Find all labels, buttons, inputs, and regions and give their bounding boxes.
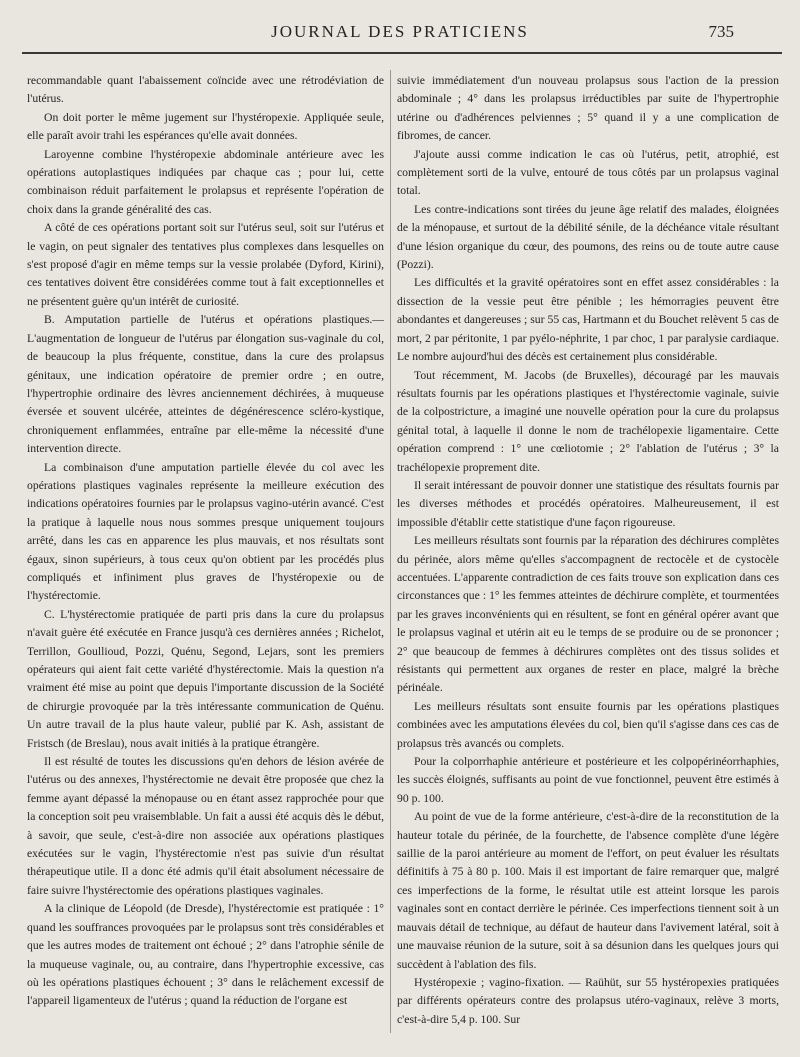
journal-title: JOURNAL DES PRATICIENS [271,22,529,41]
paragraph: Les contre-indications sont tirées du jeune âge relatif des malades, éloignées de la ménopause, et surtout de la débilité sénile, de la déchéance vitale résultant d'une lésion organique du cœur, des poumons, des reins ou de toute autre cause (Pozzi). [397,202,779,272]
paragraph: A côté de ces opérations portant soit sur l'utérus seul, soit sur l'utérus et le vagin, on peut signaler des tentatives plus complexes dans lesquelles on s'est proposé d'agir en même temps sur la vessie prolabée (Dyford, Kirini), ces tentatives doivent être considérées comme tout à fait exceptionnelles et ne présentent guère qu'un intérêt de curiosité. [27,221,384,308]
column-divider [390,70,391,1033]
paragraph: suivie immédiatement d'un nouveau prolapsus sous l'action de la pression abdominale ; 4° dans les prolapsus irréductibles par suite de l'hypertrophie utérine ou d'adhérences pelviennes ; 5° quand il y a une complication de fibromes, de cancer. [397,74,779,143]
paragraph: Il serait intéressant de pouvoir donner une statistique des résultats fournis par les diverses méthodes et procédés opératoires. Malheureusement, il est impossible d'établir cette statistique d'une façon rigoureuse. [397,478,779,529]
page-number: 735 [708,22,734,41]
paragraph: B. Amputation partielle de l'utérus et opérations plastiques.— L'augmentation de longueur de l'utérus par élongation sus-vaginale du col, de beaucoup la plus fréquente, constitue, dans la cure des prolapsus génitaux, une indication opératoire de premier ordre ; en outre, l'hypertrophie ordinaire des lèvres anciennement déchirées, à muqueuse éversée et souvent ulcérée, atteintes de dégénérescence scléro-kystique, chroniquement enflammées, entraîne par elle-même la nécessité d'une intervention directe. [27,313,384,456]
paragraph: On doit porter le même jugement sur l'hystéropexie. Appliquée seule, elle paraît avoir trahi les espérances qu'elle avait données. [27,110,384,143]
paragraph: recommandable quant l'abaissement coïncide avec une rétrodéviation de l'utérus. [27,74,384,106]
paragraph: Au point de vue de la forme antérieure, c'est-à-dire de la reconstitution de la hauteur totale du périnée, de la fourchette, de l'absence complète d'une légère saillie de la paroi antérieure au moment de l'effort, on peut évaluer les résultats définitifs à 75 à 80 p. 100. Mais il est important de faire remarquer que, malgré ces imperfections de la forme, le résultat utile est atteint lorsque les parois vaginales sont en contact derrière le périnée. Ces imperfections tiennent soit à un mauvais détail de technique, au défaut de hauteur dans l'avivement latéral, soit à une mauvaise réunion de la suture, soit à sa désunion dans les quelques jours qui succèdent à l'ablation des fils. [397,810,779,971]
paragraph: Il est résulté de toutes les discussions qu'en dehors de lésion avérée de l'utérus ou des annexes, l'hystérectomie ne devait être proposée que chez la femme ayant dépassé la ménopause ou en étant assez rapprochée pour que la conception soit peu vraisemblable. Un fait a aussi été acquis dès le début, à savoir, que seule, c'est-à-dire non associée aux opérations plastiques exécutées sur le vagin, l'hystérectomie n'est pas suivie d'un résultat thérapeutique utile. Il a donc été admis qu'il était absolument nécessaire de faire suivre l'hystérectomie des opérations plastiques vaginales. [27,755,384,897]
paragraph: A la clinique de Léopold (de Dresde), l'hystérectomie est pratiquée : 1° quand les souffrances provoquées par le prolapsus sont très considérables et que les autres modes de traitement ont échoué ; 2° dans l'atrophie sénile de la muqueuse vaginale, ou, au contraire, dans l'hypertrophie excessive, cas où les opérations plastiques échouent ; 3° dans le relâchement excessif de l'appareil ligamenteux de l'utérus ; quand la réduction de l'organe est [27,902,384,1008]
paragraph: Tout récemment, M. Jacobs (de Bruxelles), découragé par les mauvais résultats fournis par les opérations plastiques et l'hystérectomie vaginale, suivie de la colpostricture, a imaginé une nouvelle opération pour la cure du prolapsus génital total, à laquelle il donne le nom de trachélopexie ligamentaire. Cette opération comprend : 1° une cœliotomie ; 2° l'ablation de l'utérus ; 3° la trachélopexie proprement dite. [397,368,779,474]
paragraph: Laroyenne combine l'hystéropexie abdominale antérieure avec les opérations autoplastiques indiquées par chaque cas ; pour lui, cette combinaison réduit parfaitement le prolapsus et représente l'opération de choix dans la grande généralité des cas. [27,147,384,216]
paragraph: Pour la colporrhaphie antérieure et postérieure et les colpopérinéorrhaphies, les succès éloignés, suffisants au point de vue fonctionnel, peuvent être estimés à 90 p. 100. [397,755,779,805]
header-rule [22,52,782,54]
paragraph: Hystéropexie ; vagino-fixation. — Raühüt, sur 55 hystéropexies pratiquées par différents opérateurs contre des prolapsus utéro-vaginaux, relève 3 morts, c'est-à-dire 5,4 p. 100. Sur [397,975,779,1026]
paragraph: Les meilleurs résultats sont ensuite fournis par les opérations plastiques combinées avec les amputations élevées du col, bien qu'il s'agisse dans ces cas de prolapsus très avancés ou complets. [397,699,779,750]
paragraph: C. L'hystérectomie pratiquée de parti pris dans la cure du prolapsus n'avait guère été exécutée en France jusqu'à ces dernières années ; Richelot, Terrillon, Goullioud, Pozzi, Quénu, Segond, Lejars, sont les premiers opérateurs qui aient fait cette variété d'hystérectomie. Mais la question n'a vraiment été mise au point que depuis l'importante discussion de la Société de chirurgie provoquée par la très intéressante communication de Quénu. Un autre travail de la plus haute valeur, publié par K. Ash, assistant de Fristsch (de Breslau), nous avait initiés à la pratique étrangère. [27,607,384,750]
left-column [27,72,384,1035]
paragraph: Les difficultés et la gravité opératoires sont en effet assez considérables : la dissection de la vessie peut être pénible ; les hémorragies peuvent être abondantes et dangereuses ; sur 55 cas, Hartmann et du Bouchet relèvent 5 cas de mort, 2 par péritonite, 1 par pyélo-néphrite, 1 par choc, 1 par paralysie cardiaque. Le nombre aujourd'hui des décès est certainement plus considérable. [397,276,779,364]
running-head [0,22,800,46]
paragraph: La combinaison d'une amputation partielle élevée du col avec les opérations plastiques vaginales représente la meilleure exécution des indications opératoires fournies par le prolapsus vagino-utérin avancé. C'est la pratique à laquelle nous nous sommes presque uniquement toujours arrêté, dans les cas en apparence les plus mauvais, et nos résultats sont égaux, sinon supérieurs, à tous ceux qu'on obtient par les procédés plus compliqués et infiniment plus graves de l'hystéropexie ou de l'hystérectomie. [27,460,384,603]
paragraph: J'ajoute aussi comme indication le cas où l'utérus, petit, atrophié, est complètement sorti de la vulve, entouré de tous côtés par un prolapsus vaginal total. [397,147,779,198]
paragraph: Les meilleurs résultats sont fournis par la réparation des déchirures complètes du périnée, alors même qu'elles s'accompagnent de rectocèle et de cystocèle accentuées. L'apparente contradiction de ces faits trouve son explication dans ces circonstances que : 1° les femmes atteintes de déchirure complète, et tourmentées par les graves inconvénients qui en résultent, se font en général opérer avant que le prolapsus vaginal et utérin ait eu le temps de se produire ou de se prononcer ; 2° que beaucoup de femmes à déchirures complètes ont des tissus solides et résistants qui permettent aux organes de rester en place, malgré la brèche périnéale. [397,534,779,695]
right-column [397,72,779,1035]
